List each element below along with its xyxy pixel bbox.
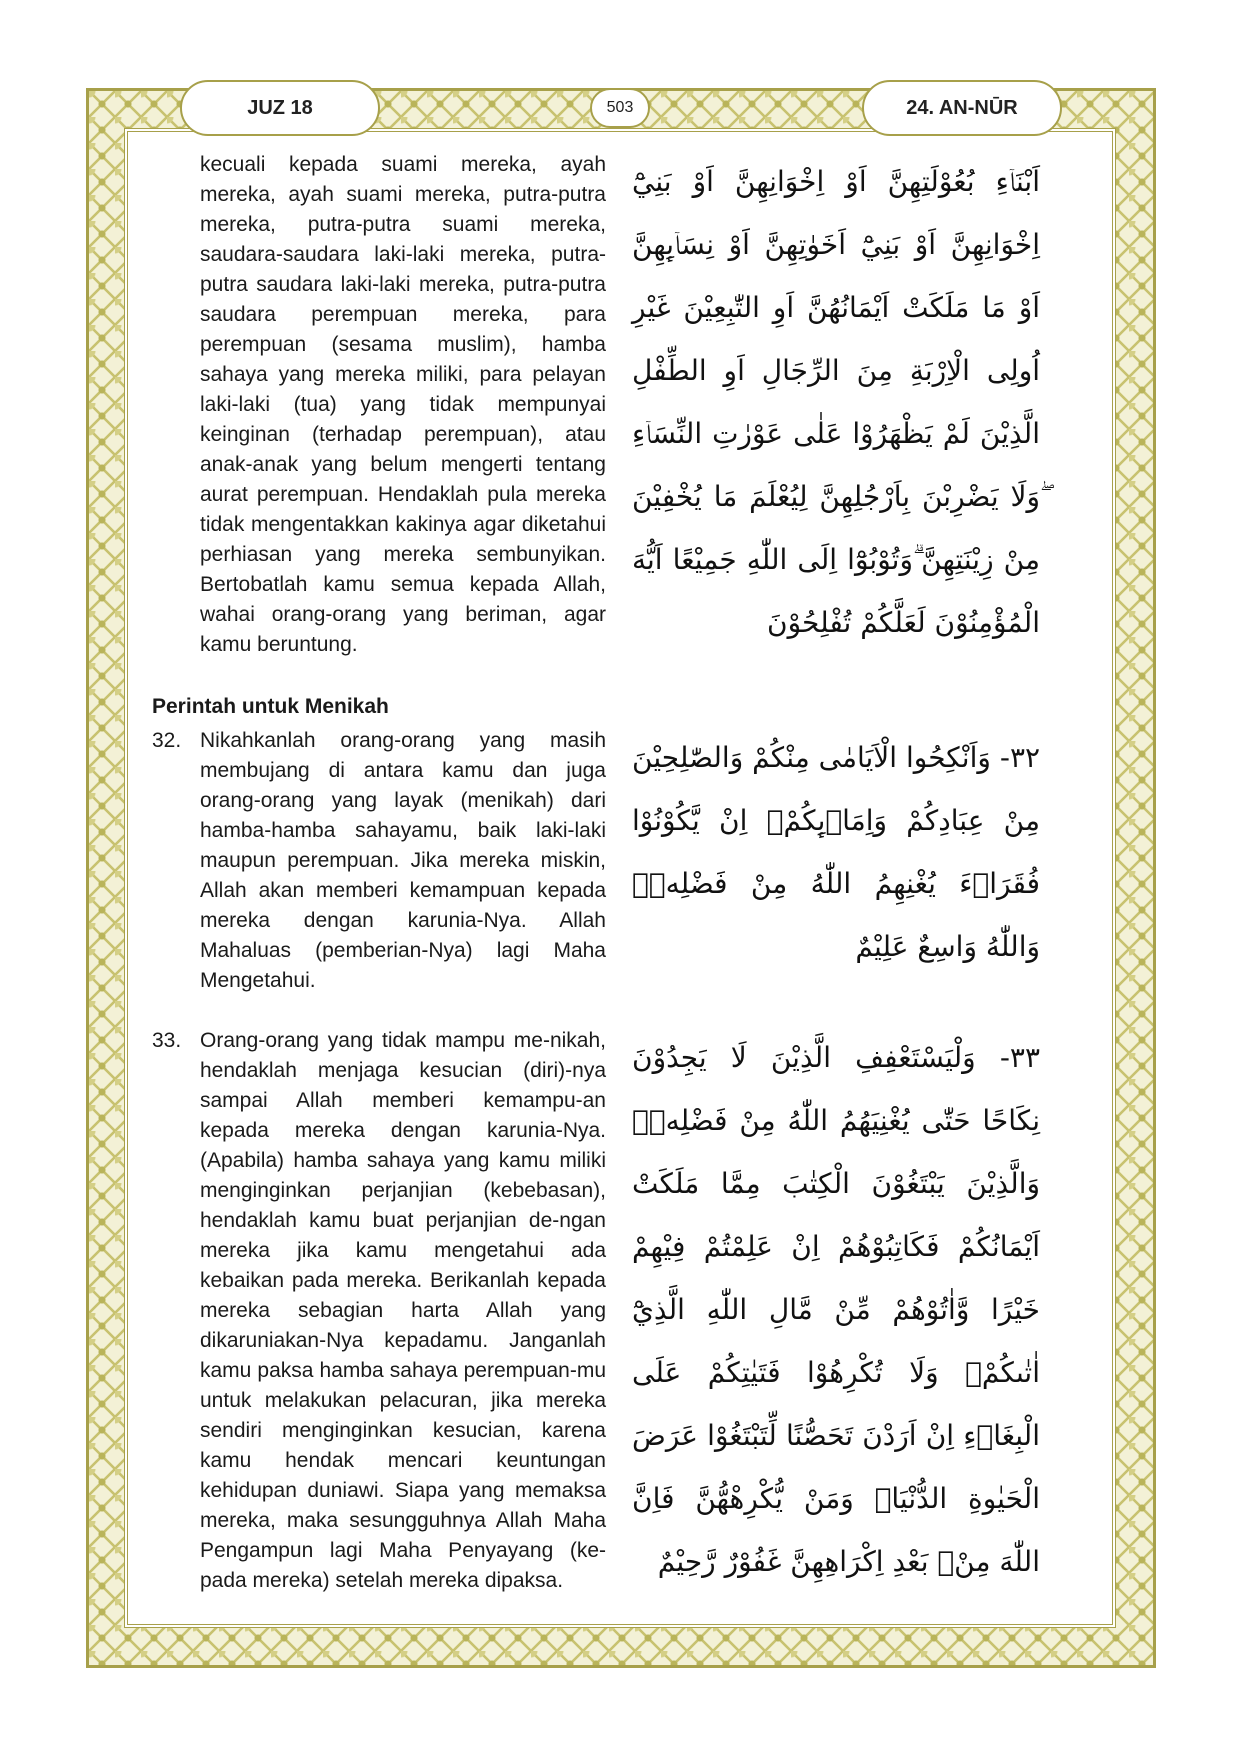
verse-number-33: 33. bbox=[152, 1029, 182, 1052]
arabic-verse-number-33: ٣٣- bbox=[999, 1041, 1040, 1074]
verse-number-32: 32. bbox=[152, 729, 182, 752]
surah-label: 24. AN-NŪR bbox=[862, 80, 1062, 136]
section-heading: Perintah untuk Menikah bbox=[152, 695, 389, 718]
translation-verse-32: Nikahkanlah orang-orang yang masih membujang di antara kamu dan juga orang-orang yang layak (menikah) dari hamba-hamba sahayamu, baik laki-laki maupun perempuan. Jika mereka miskin, Allah akan memberi kemampuan kepada mereka dengan karunia-Nya. Allah Mahaluas (pemberian-Nya) lagi Maha Mengetahui. bbox=[200, 729, 606, 992]
arabic-verse-number-32: ٣٢- bbox=[999, 741, 1041, 774]
arabic-verse-text-32: وَاَنْكِحُوا الْاَيَامٰى مِنْكُمْ وَالصّٰلِحِيْنَ مِنْ عِبَادِكُمْ وَاِمَاۤىِٕكُمْۗ اِنْ يَّكُوْنُوْا فُقَرَاۤءَ يُغْنِهِمُ اللّٰهُ مِنْ فَضْلِهٖۗ وَاللّٰهُ وَاسِعٌ عَلِيْمٌ bbox=[632, 741, 1040, 963]
arabic-continuation: اَبْنَاۤءِ بُعُوْلَتِهِنَّ اَوْ اِخْوَانِهِنَّ اَوْ بَنِيْٓ اِخْوَانِهِنَّ اَوْ بَنِيْٓ اَخَوٰتِهِنَّ اَوْ نِسَاۤىِٕهِنَّ اَوْ مَا مَلَكَتْ اَيْمَانُهُنَّ اَوِ التّٰبِعِيْنَ غَيْرِ اُولِى الْاِرْبَةِ مِنَ الرِّجَالِ اَوِ الطِّفْلِ الَّذِيْنَ لَمْ يَظْهَرُوْا عَلٰى عَوْرٰتِ النِّسَاۤءِ ۖوَلَا يَضْرِبْنَ بِاَرْجُلِهِنَّ لِيُعْلَمَ مَا يُخْفِيْنَ مِنْ زِيْنَتِهِنَّ ۗوَتُوْبُوْٓا اِلَى اللّٰهِ جَمِيْعًا اَيُّهَ الْمُؤْمِنُوْنَ لَعَلَّكُمْ تُفْلِحُوْنَ bbox=[632, 165, 1040, 639]
translation-verse-33: Orang-orang yang tidak mampu me-nikah, hendaklah menjaga kesucian (diri)-nya sampai Allah memberi kemampu-an kepada mereka dengan karunia-Nya. (Apabila) hamba sahaya yang kamu miliki menginginkan perjanjian (kebebasan), hendaklah kamu buat perjanjian de-ngan mereka jika kamu mengetahui ada kebaikan pada mereka. Berikanlah kepada mereka sebagian harta Allah yang dikaruniakan-Nya kepadamu. Janganlah kamu paksa hamba sahaya perempuan-mu untuk melakukan pelacuran, jika mereka sendiri menginginkan kesucian, karena kamu hendak mencari keuntungan kehidupan duniawi. Siapa yang memaksa mereka, maka sesungguhnya Allah Maha Pengampun lagi Maha Penyayang (ke-pada mereka) setelah mereka dipaksa. bbox=[200, 1029, 606, 1592]
arabic-verse-text-33: وَلْيَسْتَعْفِفِ الَّذِيْنَ لَا يَجِدُوْنَ نِكَاحًا حَتّٰى يُغْنِيَهُمُ اللّٰهُ مِنْ فَضْلِهٖۗ وَالَّذِيْنَ يَبْتَغُوْنَ الْكِتٰبَ مِمَّا مَلَكَتْ اَيْمَانُكُمْ فَكَاتِبُوْهُمْ اِنْ عَلِمْتُمْ فِيْهِمْ خَيْرًا وَّاٰتُوْهُمْ مِّنْ مَّالِ اللّٰهِ الَّذِيْٓ اٰتٰىكُمْۗ وَلَا تُكْرِهُوْا فَتَيٰتِكُمْ عَلَى الْبِغَاۤءِ اِنْ اَرَدْنَ تَحَصُّنًا لِّتَبْتَغُوْا عَرَضَ الْحَيٰوةِ الدُّنْيَاۗ وَمَنْ يُّكْرِهْهُّنَّ فَاِنَّ اللّٰهَ مِنْۢ بَعْدِ اِكْرَاهِهِنَّ غَفُوْرٌ رَّحِيْمٌ bbox=[632, 1041, 1040, 1578]
translation-continuation: kecuali kepada suami mereka, ayah mereka, ayah suami mereka, putra-putra mereka, putra-putra suami mereka, saudara-saudara laki-laki mereka, putra-putra saudara laki-laki mereka, putra-putra saudara perempuan mereka, para perempuan (sesama muslim), hamba sahaya yang mereka miliki, para pelayan laki-laki (tua) yang tidak mempunyai keinginan (terhadap perempuan), atau anak-anak yang belum mengerti tentang aurat perempuan. Hendaklah pula mereka tidak mengentakkan kakinya agar diketahui perhiasan yang mereka sembunyikan. Bertobatlah kamu semua kepada Allah, wahai orang-orang yang beriman, agar kamu beruntung. bbox=[200, 153, 606, 656]
juz-label: JUZ 18 bbox=[180, 80, 380, 136]
arabic-verse-33 bbox=[632, 1026, 1040, 1593]
arabic-verse-32 bbox=[632, 726, 1040, 978]
page-number: 503 bbox=[590, 88, 650, 128]
